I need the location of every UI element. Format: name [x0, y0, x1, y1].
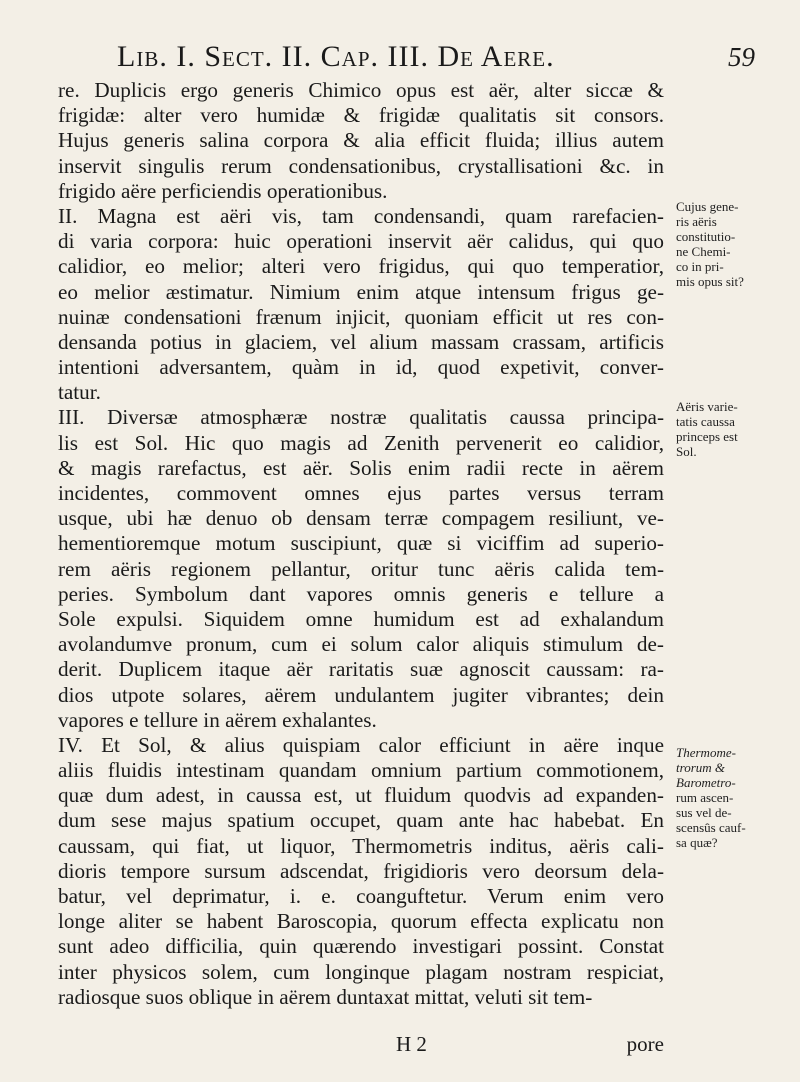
text-line: rem aëris regionem pellantur, oritur tunc aëris calida tem- — [58, 556, 664, 581]
margin-note-line: constitutio- — [676, 229, 736, 244]
text-line: calidior, eo melior; alteri vero frigidus, qui quo temperatior, — [58, 254, 664, 279]
margin-note-line: Barometro- — [676, 775, 736, 790]
text-line: avolandumve pronum, cum ei solum calor aliquis stimulum de- — [58, 632, 664, 657]
text-line: frigido aëre perficiendis operationibus. — [58, 178, 388, 203]
margin-note-line: Thermome- — [676, 745, 736, 760]
text-line: batur, vel deprimatur, i. e. coanguftetur. Verum enim vero — [58, 884, 664, 908]
text-line: derit. Duplicem itaque aër raritatis suæ agnoscit caussam: ra- — [58, 657, 664, 682]
margin-note-line: trorum & — [676, 760, 725, 775]
text-line: longe aliter se habent Baroscopia, quorum effecta explicatu non — [58, 909, 664, 934]
margin-note-line: Cujus gene- — [676, 199, 739, 214]
running-head: Lib. I. Sect. II. Cap. III. De Aere. — [117, 40, 555, 73]
text-line: & magis rarefactus, est aër. Solis enim radii recte in aërem — [58, 455, 664, 480]
text-line: dum sese majus spatium occupet, quam ante hac habebat. En — [58, 808, 664, 833]
margin-note-line: tatis caussa — [676, 414, 735, 429]
text-line: dios utpote solares, aërem undulantem jugiter vibrantes; dein — [58, 682, 664, 707]
margin-note-line: sus vel de- — [676, 805, 732, 820]
text-line: tatur. — [58, 380, 101, 405]
margin-note-2 — [676, 399, 796, 459]
text-line: lis est Sol. Hic quo magis ad Zenith pervenerit eo calidior, — [58, 430, 664, 455]
margin-note-3 — [676, 745, 796, 850]
margin-note-line: ne Chemi- — [676, 244, 731, 259]
margin-note-1 — [676, 199, 796, 289]
text-line: quæ dum adest, in caussa est, ut fluidum quodvis ad expanden- — [58, 783, 664, 808]
margin-note-line: mis opus sit? — [676, 274, 744, 289]
text-line: hementioremque motum suscipiunt, quæ si viciffim ad superio- — [58, 531, 664, 556]
margin-note-line: Aëris varie- — [676, 399, 738, 414]
text-line: sunt adeo difficilia, quin quærendo investigari possint. Constat — [58, 934, 664, 959]
text-line: aliis fluidis intestinam quandam omnium partium commotionem, — [58, 758, 664, 783]
text-line: nuinæ condensationi frænum injicit, quoniam efficit ut res con- — [58, 304, 664, 329]
text-line: eo melior æstimatur. Nimium enim atque intensum frigus ge- — [58, 279, 664, 304]
margin-note-line: ris aëris — [676, 214, 717, 229]
text-line: II. Magna est aëri vis, tam condensandi, quam rarefacien- — [58, 203, 664, 228]
text-line: densanda potius in glaciem, vel alium massam crassam, artificis — [58, 329, 664, 354]
main-text-block — [58, 78, 664, 1010]
margin-note-line: princeps est — [676, 429, 738, 444]
text-line: di varia corpora: huic operationi inservit aër calidus, qui quo — [58, 229, 664, 254]
margin-note-line: sa quæ? — [676, 835, 718, 850]
text-line: caussam, qui fiat, ut liquor, Thermometris inditus, aëris cali- — [58, 833, 664, 858]
page-header — [105, 40, 755, 80]
page-footer — [58, 1032, 664, 1058]
text-line: inter physicos solem, cum longinque plagam nostram respiciat, — [58, 959, 664, 984]
text-line: intentioni adversantem, quàm in id, quod expetivit, conver- — [58, 355, 664, 380]
text-line: radiosque suos oblique in aërem duntaxat mittat, veluti sit tem- — [58, 984, 593, 1009]
text-line: III. Diversæ atmosphæræ nostræ qualitatis caussa principa- — [58, 405, 664, 430]
signature-mark: H 2 — [396, 1032, 427, 1056]
text-line: peries. Symbolum dant vapores omnis generis e tellure a — [58, 581, 664, 606]
margin-note-line: scensûs cauf- — [676, 820, 746, 835]
text-line: inservit singulis rerum condensationibus, crystallisationi &c. in — [58, 153, 664, 178]
text-line: frigidæ: alter vero humidæ & frigidæ qualitatis sit consors. — [58, 103, 664, 128]
text-line: Sole expulsi. Siquidem omne humidum est ad exhalandum — [58, 606, 664, 631]
text-line: incidentes, commovent omnes ejus partes versus terram — [58, 481, 664, 505]
text-line: vapores e tellure in aërem exhalantes. — [58, 707, 377, 732]
catchword: pore — [626, 1032, 664, 1056]
margin-note-line: co in pri- — [676, 259, 724, 274]
text-line: dioris tempore sursum adscendat, frigidioris vero deorsum dela- — [58, 858, 664, 883]
text-line: re. Duplicis ergo generis Chimico opus est aër, alter siccæ & — [58, 78, 664, 102]
margin-note-line: rum ascen- — [676, 790, 734, 805]
margin-note-line: Sol. — [676, 444, 697, 459]
page-number: 59 — [728, 42, 755, 72]
text-line: IV. Et Sol, & alius quispiam calor efficiunt in aëre inque — [58, 732, 664, 757]
text-line: usque, ubi hæ denuo ob densam terræ compagem resiliunt, ve- — [58, 506, 664, 531]
text-line: Hujus generis salina corpora & alia efficit fluida; illius autem — [58, 128, 664, 153]
